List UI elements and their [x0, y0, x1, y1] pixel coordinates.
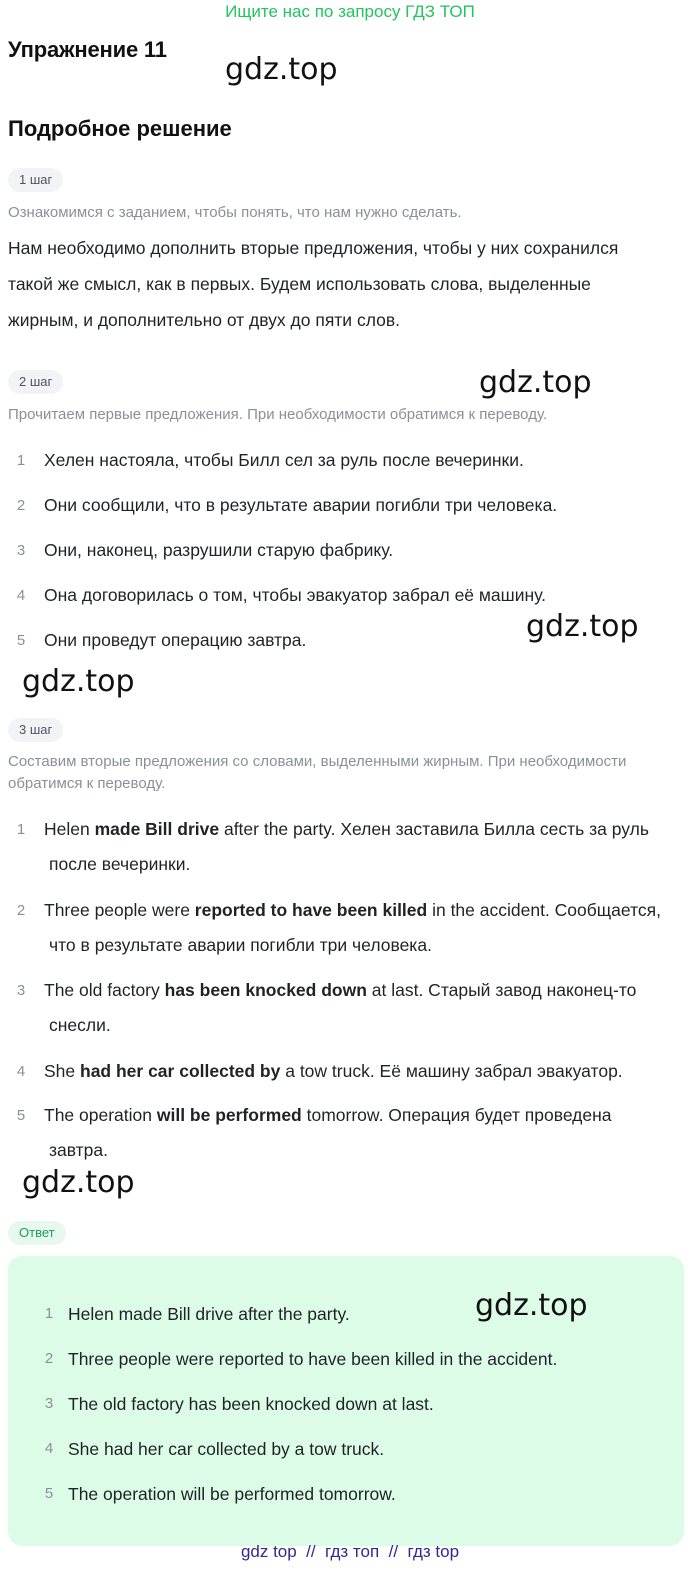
list-text: Они, наконец, разрушили старую фабрику.: [44, 540, 394, 560]
paragraph-line: Нам необходимо дополнить вторые предложения, чтобы у них сохранился: [8, 238, 619, 258]
text-plain: Three people were: [44, 900, 195, 920]
step-2-hint: Прочитаем первые предложения. При необходимости обратимся к переводу.: [8, 406, 548, 423]
list-text: She had her car collected by a tow truck.: [68, 1439, 385, 1459]
list-number: 5: [16, 1107, 26, 1124]
list-number: 3: [16, 542, 26, 559]
text-bold: reported to have been killed: [194, 900, 428, 920]
text-continuation: снесли.: [49, 1015, 111, 1035]
list-item: [8, 812, 690, 882]
list-number: 1: [16, 452, 26, 469]
step-1-badge: 1 шаг: [8, 168, 63, 192]
text-plain: The old factory: [44, 980, 165, 1000]
exercise-title: Упражнение 11: [8, 37, 167, 62]
list-number: 2: [16, 497, 26, 514]
watermark: gdz.top: [22, 1165, 135, 1200]
text-plain: in the accident. Сообщается,: [427, 900, 661, 920]
list-text: [44, 893, 690, 963]
text-continuation: завтра.: [49, 1140, 109, 1160]
answer-item: [38, 1392, 658, 1416]
list-text: Она договорилась о том, чтобы эвакуатор забрал её машину.: [44, 585, 547, 605]
text-bold: has been knocked down: [164, 980, 367, 1000]
list-item: [8, 893, 690, 963]
text-plain: Helen: [44, 819, 95, 839]
paragraph-line: жирным, и дополнительно от двух до пяти слов.: [8, 310, 400, 330]
answer-badge: Ответ: [8, 1221, 66, 1245]
hint-line: Составим вторые предложения со словами, выделенными жирным. При необходимости: [8, 753, 627, 770]
list-number: 1: [44, 1305, 54, 1322]
list-text: Three people were reported to have been killed in the accident.: [68, 1349, 558, 1369]
text-plain: She: [44, 1061, 80, 1081]
answer-item: [38, 1437, 658, 1461]
answer-item: [38, 1302, 658, 1326]
list-text: The operation will be performed tomorrow.: [68, 1484, 396, 1504]
step-1-hint: Ознакомимся с заданием, чтобы понять, что нам нужно сделать.: [8, 204, 462, 221]
step-1-paragraph: [8, 230, 688, 338]
search-promo-banner: Ищите нас по запросу ГДЗ ТОП: [225, 2, 475, 21]
text-bold: had her car collected by: [80, 1061, 281, 1081]
list-item: [8, 533, 690, 568]
list-text: [44, 973, 690, 1043]
list-number: 2: [16, 902, 26, 919]
watermark: gdz.top: [479, 365, 592, 400]
list-number: 2: [44, 1350, 54, 1367]
step-2-badge: 2 шаг: [8, 370, 63, 394]
list-number: 1: [16, 821, 26, 838]
watermark: gdz.top: [475, 1288, 588, 1323]
list-item: [8, 578, 690, 613]
answer-box: [8, 1256, 684, 1546]
text-bold: made Bill drive: [94, 819, 220, 839]
list-number: 4: [16, 1063, 26, 1080]
text-continuation: что в результате аварии погибли три человека.: [49, 935, 432, 955]
text-plain: a tow truck. Её машину забрал эвакуатор.: [280, 1061, 623, 1081]
list-text: Они сообщили, что в результате аварии погибли три человека.: [44, 495, 558, 515]
list-item: [8, 973, 690, 1043]
solution-title: Подробное решение: [8, 116, 232, 141]
text-plain: at last. Старый завод наконец-то: [366, 980, 637, 1000]
list-number: 3: [16, 982, 26, 999]
list-text: [44, 1054, 690, 1089]
text-plain: tomorrow. Операция будет проведена: [301, 1105, 612, 1125]
paragraph-line: такой же смысл, как в первых. Будем использовать слова, выделенные: [8, 274, 591, 294]
list-text: The old factory has been knocked down at last.: [68, 1394, 434, 1414]
list-item: [8, 488, 690, 523]
list-text: Хелен настояла, чтобы Билл сел за руль после вечеринки.: [44, 450, 524, 470]
list-text: Helen made Bill drive after the party.: [68, 1304, 350, 1324]
text-bold: will be performed: [156, 1105, 302, 1125]
footer-links[interactable]: gdz top // гдз топ // гдз top: [240, 1542, 460, 1561]
list-number: 5: [16, 632, 26, 649]
list-number: 5: [44, 1485, 54, 1502]
list-text: Они проведут операцию завтра.: [44, 630, 307, 650]
text-plain: after the party. Хелен заставила Билла сесть за руль: [219, 819, 649, 839]
watermark: gdz.top: [22, 664, 135, 699]
text-continuation: после вечеринки.: [49, 854, 191, 874]
list-item: [8, 443, 690, 478]
step-3-badge: 3 шаг: [8, 718, 63, 742]
list-text: [44, 1098, 690, 1168]
answer-item: [38, 1347, 658, 1371]
list-text: [44, 812, 690, 882]
answer-item: [38, 1482, 658, 1506]
list-number: 3: [44, 1395, 54, 1412]
watermark: gdz.top: [526, 609, 639, 644]
step-3-hint: [8, 751, 626, 795]
list-number: 4: [44, 1440, 54, 1457]
watermark: gdz.top: [225, 52, 338, 87]
text-plain: The operation: [44, 1105, 157, 1125]
list-item: [8, 1098, 690, 1168]
hint-line: обратимся к переводу.: [8, 775, 166, 792]
list-number: 4: [16, 587, 26, 604]
list-item: [8, 1054, 690, 1089]
